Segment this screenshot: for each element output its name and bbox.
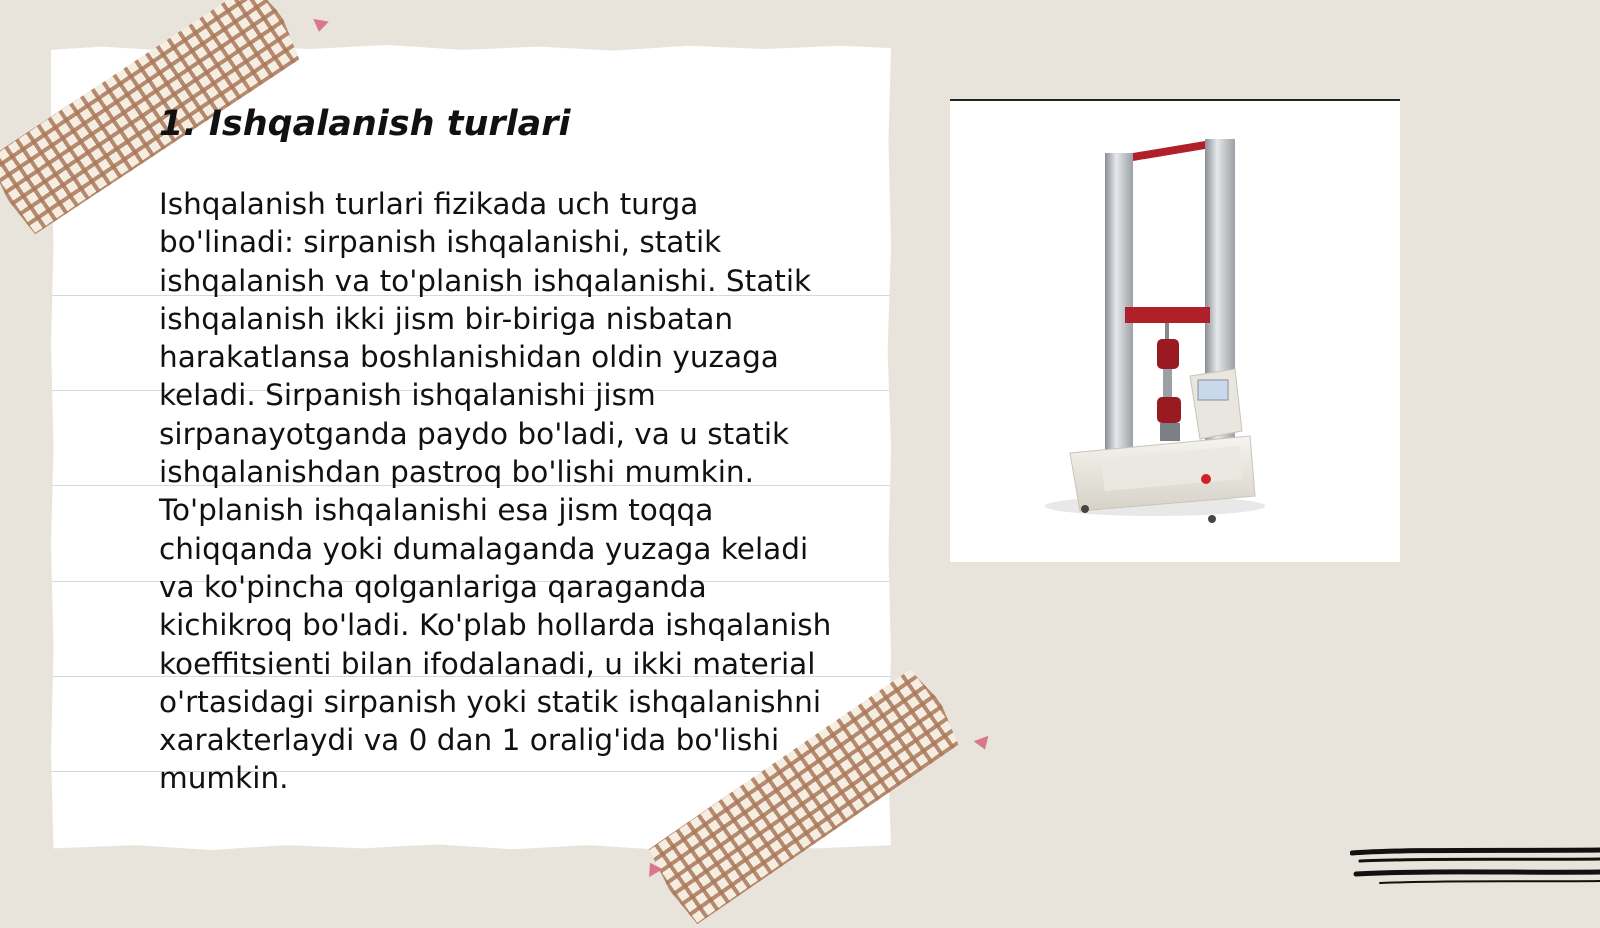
brush-stroke-decoration <box>1350 845 1600 890</box>
tape-tip-icon <box>973 736 992 753</box>
tape-tip-icon <box>311 19 329 34</box>
machine-photo <box>950 99 1400 562</box>
tensile-testing-machine-image <box>950 101 1400 562</box>
slide-title: 1. Ishqalanish turlari <box>159 104 571 144</box>
slide-paragraph: Ishqalanish turlari fizikada uch turga bo'linadi: sirpanish ishqalanishi, statik ishqalanish va to'planish ishqalanishi. Statik ishqalanish ikki jism bir-biriga nisbatan harakatlansa boshlanishidan oldin yuzaga keladi. Sirpanish ishqalanishi jism sirpanayotganda paydo bo'ladi, va u statik ishqalanishdan pastroq bo'lishi mumkin. To'planish ishqalanishi esa jism toqqa chiqqanda yoki dumalaganda yuzaga keladi va ko'pincha qolganlariga qaraganda kichikroq bo'ladi. Ko'plab hollarda ishqalanish koeffitsienti bilan ifodalanadi, u ikki material o'rtasidagi sirpanish yoki statik ishqalanishni xarakterlaydi va 0 dan 1 oralig'ida bo'lishi mumkin. <box>159 187 832 796</box>
